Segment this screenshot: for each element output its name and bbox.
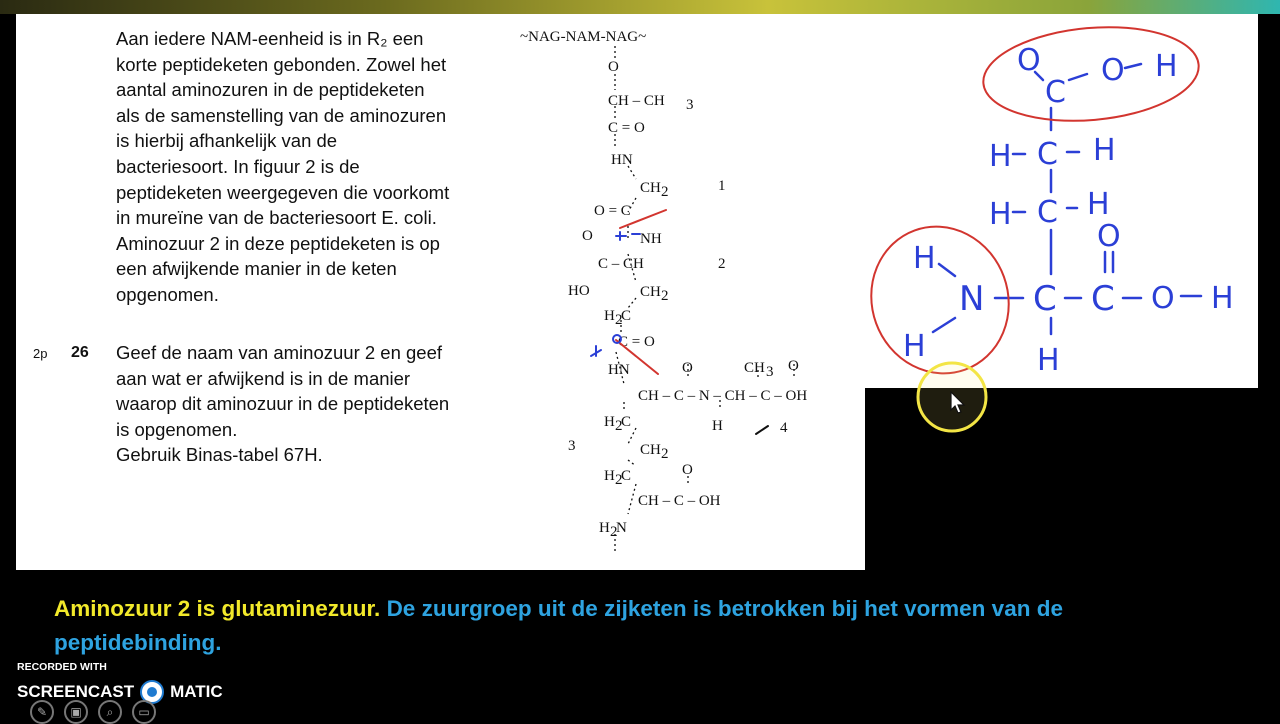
atom-label: O [608,59,619,75]
atom-subscript: 2 [661,184,669,200]
atom-label: NH [640,231,662,247]
intro-line: korte peptideketen gebonden. Zowel het [116,53,447,75]
structure-header: ~NAG-NAM-NAG~ [520,29,647,45]
atom-label: HN [608,362,630,378]
hand-atom: H [903,329,926,364]
answer-highlight: Aminozuur 2 is glutaminezuur. [54,596,381,621]
cursor-highlight [915,360,989,434]
atom-label: CH [640,180,661,196]
intro-line: peptideketen weergegeven die voorkomt [116,181,450,203]
atom-subscript: 2 [615,472,623,488]
recorder-label: RECORDED WITH [17,661,107,673]
hand-atom: C [1037,195,1058,230]
intro-line: als de samenstelling van de aminozuren [116,104,447,126]
handwritten-glutamic-acid [865,14,1258,388]
structure-number: 3 [568,438,576,454]
handwritten-structure-panel [865,14,1258,388]
question-line: waarop dit aminozuur in de peptideketen [116,393,450,415]
atom-label: O [788,358,799,374]
hand-atom: H [1093,133,1116,168]
intro-paragraph [116,26,516,308]
recorder-toolbar [30,700,156,724]
atom-label: C – CH [598,256,644,272]
hand-atom: O [1017,43,1041,78]
hand-atom: N [959,279,985,319]
brand-right: MATIC [170,682,223,701]
hand-atom: H [913,241,936,276]
hand-atom: C [1033,279,1057,319]
atom-label: C = O [618,334,655,350]
intro-line: is hierbij afhankelijk van de [116,130,338,152]
atom-label: H [604,414,615,430]
structure-number: 1 [718,178,726,194]
atom-subscript: 2 [610,524,618,540]
question-line: aan wat er afwijkend is in de manier [116,367,411,389]
atom-label: C = O [608,120,645,136]
hand-atom: O [1097,219,1121,254]
atom-label: CH – C – N – CH – C – OH [638,388,808,404]
answer-caption [54,592,1154,660]
hand-atom: H [989,197,1012,232]
atom-label: CH [640,442,661,458]
hand-atom: C [1037,137,1058,172]
question-text [116,340,516,468]
atom-label: O [682,360,693,376]
atom-label: O = C [594,203,631,219]
hand-atom: H [1037,343,1060,378]
question-number: 26 [71,344,89,361]
atom-subscript: 3 [766,364,774,380]
intro-line: aantal aminozuren in de peptideketen [116,79,425,101]
zoom-icon[interactable]: ⌕ [98,700,122,724]
question-line: is opgenomen. [116,418,238,440]
hand-atom: H [1087,187,1110,222]
atom-label: C [621,414,632,430]
atom-label: HN [611,152,633,168]
atom-label: H [599,520,610,536]
atom-subscript: 2 [661,288,669,304]
intro-line: Aminozuur 2 in deze peptideketen is op [116,232,440,254]
intro-line: Aan iedere NAM-eenheid is in R₂ een [116,28,424,49]
hand-atom: H [1155,49,1178,84]
atom-subscript: 2 [615,312,623,328]
brand-left: SCREENCAST [17,682,135,701]
structure-number: 4 [780,420,788,436]
answer-explanation: De zuurgroep uit de zijketen is betrokken bij het vormen van de peptidebinding. [54,596,1063,655]
structure-number: 2 [718,256,726,272]
atom-subscript: 3 [686,97,694,113]
hand-atom: H [1211,281,1234,316]
webcam-icon[interactable]: ▭ [132,700,156,724]
atom-label: CH [744,360,765,376]
peptide-structure-figure [496,14,865,570]
atom-label: N [616,520,627,536]
intro-line: bacteriesoort. In figuur 2 is de [116,155,360,177]
atom-subscript: 2 [615,418,623,434]
hand-atom: O [1151,281,1175,316]
atom-label: C [621,308,632,324]
hand-atom: H [989,139,1012,174]
atom-label: HO [568,283,590,299]
question-points: 2p [33,346,48,361]
atom-label: CH [640,284,661,300]
atom-label: C [621,468,632,484]
hand-atom: C [1045,75,1066,110]
layout-icon[interactable]: ▣ [64,700,88,724]
hand-atom: O [1101,53,1125,88]
atom-label: CH – C – OH [638,493,721,509]
question-line: Geef de naam van aminozuur 2 en geef [116,342,443,363]
intro-line: in mureïne van de bacteriesoort E. coli. [116,207,437,229]
atom-label: H [604,308,615,324]
question-line: Gebruik Binas-tabel 67H. [116,444,323,466]
intro-line: een afwijkende manier in de keten [116,258,397,280]
atom-label: H [712,418,723,434]
atom-label: CH – CH [608,93,665,109]
atom-label: O [582,228,593,244]
hand-atom: C [1091,279,1115,319]
atom-label: H [604,468,615,484]
top-gradient-bar [0,0,1280,14]
intro-line: opgenomen. [116,283,219,305]
atom-label: O [682,462,693,478]
exam-document [16,14,865,570]
pencil-icon[interactable]: ✎ [30,700,54,724]
atom-subscript: 2 [661,446,669,462]
